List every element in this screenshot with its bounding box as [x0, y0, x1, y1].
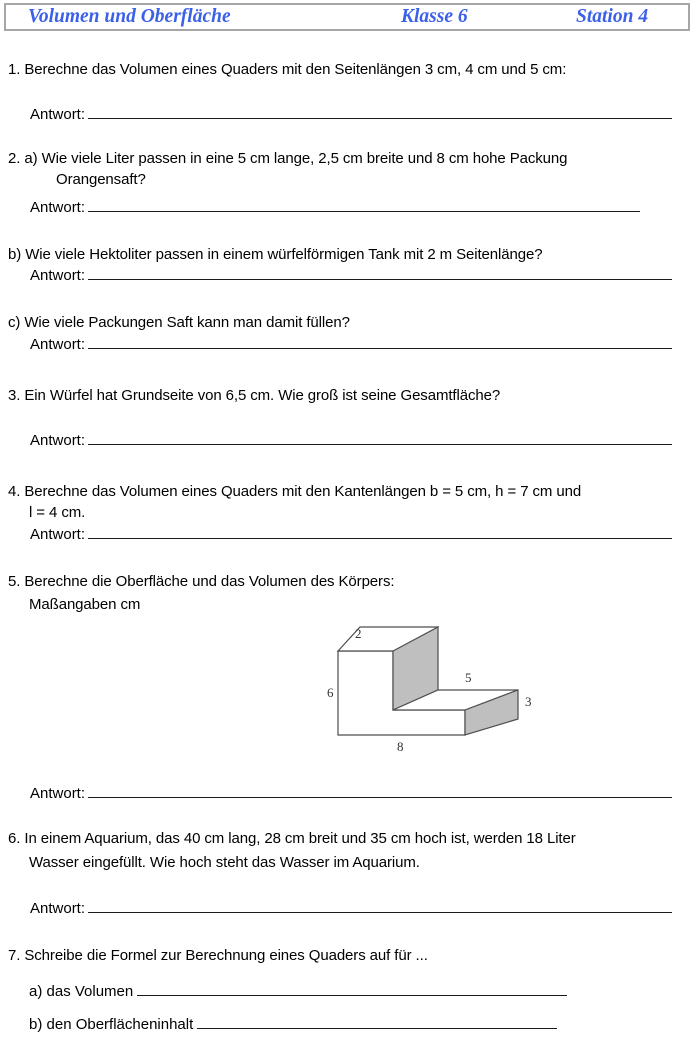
- answer-rule[interactable]: [197, 1015, 557, 1029]
- answer-line-7a: [29, 981, 567, 1002]
- question-2c-text: c) Wie viele Packungen Saft kann man damit füllen?: [8, 314, 350, 331]
- answer-line-3: [30, 430, 672, 451]
- answer-label: Antwort:: [30, 106, 86, 123]
- figure-label-height-6: 6: [327, 685, 334, 700]
- question-2a-text-line-2: Orangensaft?: [56, 171, 146, 188]
- question-7b-label: b) den Oberflächeninhalt: [29, 1016, 194, 1033]
- answer-rule[interactable]: [88, 197, 640, 212]
- question-7-text: 7. Schreibe die Formel zur Berechnung eines Quaders auf für ...: [8, 947, 428, 964]
- worksheet-title: Volumen und Oberfläche: [28, 6, 231, 27]
- answer-rule[interactable]: [88, 430, 672, 445]
- figure-label-height-3: 3: [525, 694, 532, 709]
- answer-label: Antwort:: [30, 785, 86, 802]
- question-6-text-line-1: 6. In einem Aquarium, das 40 cm lang, 28 cm breit und 35 cm hoch ist, werden 18 Liter: [8, 830, 576, 847]
- question-4-text-line-1: 4. Berechne das Volumen eines Quaders mit den Kantenlängen b = 5 cm, h = 7 cm und: [8, 483, 582, 500]
- answer-rule[interactable]: [88, 104, 672, 119]
- answer-label: Antwort:: [30, 199, 86, 216]
- answer-line-7b: [29, 1014, 557, 1035]
- answer-label: Antwort:: [30, 267, 86, 284]
- answer-line-2b: [30, 265, 672, 286]
- question-5-text-line-1: 5. Berechne die Oberfläche und das Volumen des Körpers:: [8, 573, 395, 590]
- figure-label-depth-2: 2: [355, 626, 362, 641]
- figure-label-width-8: 8: [397, 739, 404, 754]
- grade-level-label: Klasse 6: [401, 6, 468, 27]
- question-2b-text: b) Wie viele Hektoliter passen in einem würfelförmigen Tank mit 2 m Seitenlänge?: [8, 246, 543, 263]
- answer-line-5: [30, 783, 672, 804]
- question-7a-label: a) das Volumen: [29, 983, 134, 1000]
- question-6-text-line-2: Wasser eingefüllt. Wie hoch steht das Wasser im Aquarium.: [29, 854, 420, 871]
- station-label: Station 4: [576, 6, 649, 27]
- answer-label: Antwort:: [30, 900, 86, 917]
- answer-rule[interactable]: [88, 783, 672, 798]
- step-solid-figure: [325, 614, 540, 759]
- answer-label: Antwort:: [30, 526, 86, 543]
- question-2a-text-line-1: 2. a) Wie viele Liter passen in eine 5 cm lange, 2,5 cm breite und 8 cm hohe Packung: [8, 150, 568, 167]
- answer-line-2a: [30, 197, 640, 218]
- answer-line-4: [30, 524, 672, 545]
- answer-line-1: [30, 104, 672, 125]
- figure-label-step-5: 5: [465, 670, 472, 685]
- answer-rule[interactable]: [137, 982, 567, 996]
- answer-rule[interactable]: [88, 524, 672, 539]
- step-solid-svg: [325, 614, 540, 759]
- answer-label: Antwort:: [30, 336, 86, 353]
- question-5-units-note: Maßangaben cm: [29, 596, 141, 613]
- answer-rule[interactable]: [88, 334, 672, 349]
- question-1-text: 1. Berechne das Volumen eines Quaders mit den Seitenlängen 3 cm, 4 cm und 5 cm:: [8, 61, 567, 78]
- answer-label: Antwort:: [30, 432, 86, 449]
- answer-line-2c: [30, 334, 672, 355]
- answer-line-6: [30, 898, 672, 919]
- question-3-text: 3. Ein Würfel hat Grundseite von 6,5 cm. Wie groß ist seine Gesamtfläche?: [8, 387, 501, 404]
- answer-rule[interactable]: [88, 265, 672, 280]
- worksheet-header: [4, 3, 690, 31]
- answer-rule[interactable]: [88, 898, 672, 913]
- question-4-text-line-2: l = 4 cm.: [29, 504, 86, 521]
